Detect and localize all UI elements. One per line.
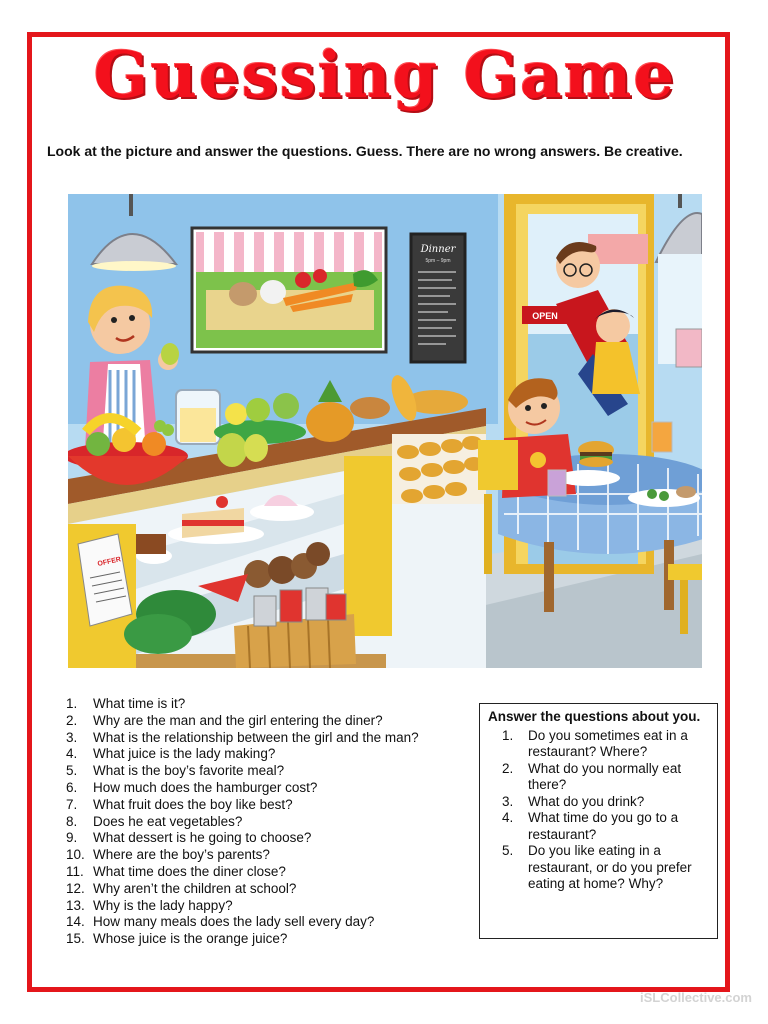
list-item xyxy=(66,898,471,915)
item-number: 5. xyxy=(502,843,514,858)
item-number: 15. xyxy=(66,931,85,947)
question-text: Whose juice is the orange juice? xyxy=(93,931,288,947)
menu-board-title: Dinner xyxy=(420,244,456,255)
question-text: What time is it? xyxy=(93,696,186,711)
question-text: What time does the diner close? xyxy=(93,863,286,879)
list-item xyxy=(66,730,471,747)
list-item xyxy=(66,780,471,797)
item-number: 14. xyxy=(66,914,85,930)
item-number: 4. xyxy=(502,810,514,825)
answer-about-you-box xyxy=(479,703,718,939)
list-item xyxy=(66,763,471,780)
item-number: 8. xyxy=(66,813,78,829)
question-text: Why is the lady happy? xyxy=(93,897,233,913)
question-text: What do you drink? xyxy=(528,793,645,809)
question-text: Why are the man and the girl entering the diner? xyxy=(93,712,383,728)
list-item xyxy=(66,696,471,713)
question-text: What is the boy’s favorite meal? xyxy=(93,763,285,779)
item-number: 3. xyxy=(502,793,514,809)
menu-board-hours: 5pm – 9pm xyxy=(425,258,451,264)
question-text: Why aren’t the children at school? xyxy=(93,880,297,896)
question-text: What time do you go to a restaurant? xyxy=(528,810,679,842)
item-number: 7. xyxy=(66,796,78,812)
list-item xyxy=(502,843,709,893)
list-item xyxy=(66,864,471,881)
list-item xyxy=(66,914,471,931)
open-sign: OPEN xyxy=(532,311,558,321)
question-text: Do you sometimes eat in a restaurant? Where? xyxy=(528,727,688,759)
list-item xyxy=(66,847,471,864)
item-number: 6. xyxy=(66,779,78,795)
question-text: How many meals does the lady sell every day? xyxy=(93,914,375,930)
questions-list xyxy=(66,696,471,948)
list-item xyxy=(66,931,471,948)
item-number: 11. xyxy=(66,863,84,879)
question-text: What fruit does the boy like best? xyxy=(93,796,293,812)
item-number: 10. xyxy=(66,847,85,863)
diner-illustration xyxy=(68,194,702,668)
list-item xyxy=(66,881,471,898)
list-item xyxy=(66,830,471,847)
question-text: How much does the hamburger cost? xyxy=(93,779,318,795)
question-text: Where are the boy’s parents? xyxy=(93,847,270,863)
list-item xyxy=(502,794,709,811)
box-title: Answer the questions about you. xyxy=(488,709,701,724)
item-number: 12. xyxy=(66,880,85,896)
item-number: 2. xyxy=(502,760,514,776)
question-text: What dessert is he going to choose? xyxy=(93,830,312,846)
item-number: 1. xyxy=(66,696,78,711)
list-item xyxy=(66,797,471,814)
list-item xyxy=(502,810,709,843)
list-item xyxy=(66,746,471,763)
question-text: Does he eat vegetables? xyxy=(93,813,243,829)
question-text: What do you normally eat there? xyxy=(528,760,682,792)
item-number: 3. xyxy=(66,729,78,745)
question-text: What is the relationship between the girl and the man? xyxy=(93,729,419,745)
item-number: 13. xyxy=(66,897,85,913)
site-watermark: iSLCollective.com xyxy=(640,990,752,1005)
page-title: Guessing Game xyxy=(93,38,677,113)
instructions-text: Look at the picture and answer the questions. Guess. There are no wrong answers. Be creative. xyxy=(47,143,683,159)
question-text: Do you like eating in a restaurant, or do you prefer eating at home? Why? xyxy=(528,843,692,891)
item-number: 5. xyxy=(66,763,78,779)
question-text: What juice is the lady making? xyxy=(93,746,276,762)
list-item xyxy=(502,761,709,794)
item-number: 4. xyxy=(66,746,78,762)
item-number: 2. xyxy=(66,712,78,728)
price-sheet-label: OFFER xyxy=(96,556,122,568)
list-item xyxy=(502,728,709,761)
item-number: 9. xyxy=(66,830,78,846)
list-item xyxy=(66,814,471,831)
list-item xyxy=(66,713,471,730)
item-number: 1. xyxy=(502,727,514,743)
